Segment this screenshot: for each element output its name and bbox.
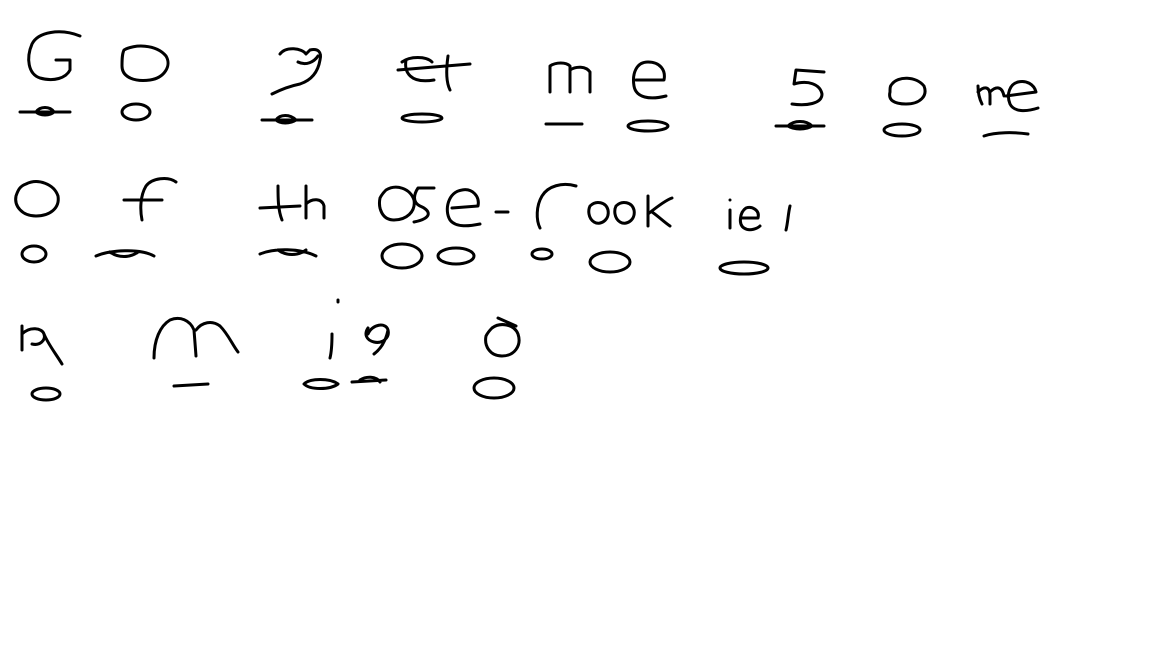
handwritten-line-2 bbox=[16, 179, 790, 230]
glyph-s bbox=[792, 70, 824, 105]
glyph-o-7 bbox=[486, 318, 519, 356]
ellipse-mark bbox=[262, 116, 312, 124]
ellipse-mark bbox=[20, 108, 70, 116]
glyph-C bbox=[537, 184, 576, 228]
glyph-o-4 bbox=[380, 187, 415, 220]
ellipse-mark bbox=[776, 122, 824, 130]
ellipse-mark bbox=[382, 244, 422, 268]
glyph-k bbox=[648, 196, 672, 226]
glyph-o-2 bbox=[890, 78, 925, 104]
glyph-o-5 bbox=[589, 203, 608, 224]
handwritten-line-2-marks bbox=[22, 244, 768, 274]
handwritten-line-3 bbox=[22, 300, 519, 364]
glyph-g bbox=[272, 49, 321, 94]
glyph-o-1 bbox=[122, 46, 168, 80]
ellipse-mark bbox=[402, 114, 442, 122]
glyph-s-2 bbox=[414, 188, 434, 222]
handwritten-line-1-marks bbox=[20, 104, 1028, 136]
transcription-line-1: Go get me some bbox=[0, 600, 83, 611]
glyph-o-6 bbox=[615, 203, 634, 224]
transcription bbox=[0, 600, 1152, 640]
glyph-t-2 bbox=[260, 186, 300, 220]
ellipse-mark bbox=[590, 252, 630, 272]
ellipse-mark bbox=[720, 262, 768, 274]
ellipse-mark bbox=[260, 250, 316, 256]
transcription-line-3: amigo bbox=[172, 600, 204, 611]
ellipse-mark bbox=[22, 246, 46, 262]
glyph-me bbox=[978, 81, 1038, 110]
ellipse-mark bbox=[122, 104, 150, 120]
glyph-f bbox=[124, 179, 176, 220]
glyph-m-2 bbox=[154, 318, 238, 358]
ellipse-mark bbox=[304, 377, 386, 388]
ellipse-mark bbox=[884, 124, 920, 136]
glyph-g-2 bbox=[366, 325, 388, 354]
dash-mark bbox=[174, 384, 208, 386]
glyph-e-3 bbox=[447, 190, 480, 226]
handwritten-line-3-marks bbox=[32, 377, 514, 400]
glyph-o-3 bbox=[16, 182, 59, 216]
ellipse-mark bbox=[628, 121, 668, 131]
dash-mark bbox=[984, 133, 1028, 136]
glyph-h bbox=[306, 186, 324, 218]
glyph-i-2 bbox=[330, 300, 338, 358]
glyph-e-2 bbox=[634, 62, 666, 98]
glyph-G bbox=[29, 32, 80, 80]
ellipse-mark bbox=[96, 251, 154, 257]
ellipse-mark bbox=[474, 378, 514, 398]
glyph-m bbox=[550, 63, 590, 92]
ellipse-mark bbox=[32, 388, 60, 400]
glyph-e-4 bbox=[740, 207, 760, 229]
ellipse-mark bbox=[438, 248, 474, 264]
ellipse-mark bbox=[532, 249, 552, 259]
handwritten-line-1 bbox=[29, 32, 1038, 111]
transcription-line-2: of those Cookies bbox=[86, 600, 170, 611]
glyph-a bbox=[22, 326, 62, 364]
glyph-s-3 bbox=[786, 206, 790, 230]
